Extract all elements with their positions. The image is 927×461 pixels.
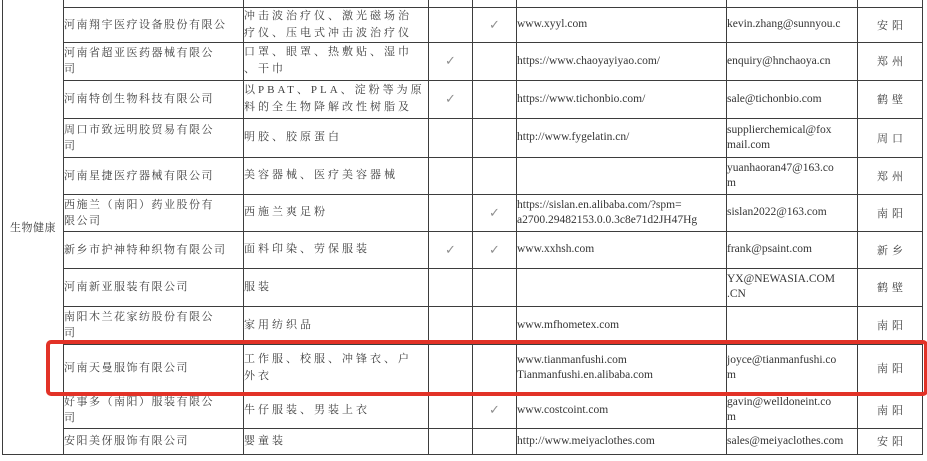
check-column-a-cell (429, 428, 473, 454)
partial-cell (429, 0, 473, 7)
table-row (3, 7, 923, 42)
check-column-b-cell (473, 157, 517, 194)
company-cell-text: 好事多（南阳）服装有限公 (64, 396, 214, 408)
products-cell (244, 392, 429, 428)
check-icon: ✓ (445, 53, 456, 68)
email-cell (727, 42, 858, 80)
company-cell (64, 80, 244, 118)
city-cell: 南阳 (858, 344, 923, 392)
check-column-b-cell (473, 42, 517, 80)
company-cell-text: 司 (64, 63, 77, 75)
email-cell-text: .CN (727, 288, 746, 300)
check-column-b-cell (473, 268, 517, 306)
company-cell (64, 7, 244, 42)
products-cell-text: 面料印染、劳保服装 (244, 243, 370, 255)
city-cell: 南阳 (858, 194, 923, 231)
products-cell (244, 306, 429, 344)
website-cell (517, 157, 727, 194)
check-column-b-cell (473, 194, 517, 231)
check-column-a-cell (429, 157, 473, 194)
email-cell-text: YX@NEWASIA.COM (727, 273, 836, 285)
website-cell (517, 194, 727, 231)
products-cell-text: 明胶、胶原蛋白 (244, 131, 342, 143)
products-cell (244, 7, 429, 42)
products-cell-text: 婴童装 (244, 434, 286, 447)
products-cell-text: 美容器械、医疗美容器械 (244, 169, 398, 181)
check-column-b-cell (473, 7, 517, 42)
products-cell (244, 268, 429, 306)
check-icon: ✓ (489, 402, 500, 417)
check-column-b-cell (473, 231, 517, 268)
email-cell (727, 7, 858, 42)
website-cell (517, 428, 727, 454)
email-cell-text: mail.com (727, 138, 771, 151)
products-cell (244, 42, 429, 80)
products-cell (244, 428, 429, 454)
company-cell-text: 河南天曼服饰有限公司 (64, 362, 189, 374)
table-row (3, 231, 923, 268)
check-column-b-cell (473, 392, 517, 428)
company-cell-text: 河南特创生物科技有限公司 (64, 93, 214, 105)
company-cell (64, 118, 244, 157)
website-cell (517, 306, 727, 344)
email-cell-text: supplierchemical@fox (727, 123, 832, 136)
email-cell (727, 231, 858, 268)
partial-cell (244, 0, 429, 7)
check-column-a-cell (429, 392, 473, 428)
partial-row (3, 0, 923, 7)
company-cell-text: 南阳木兰花家纺股份有限公 (64, 311, 214, 323)
website-cell-text: www.mfhometex.com (517, 318, 620, 331)
table-row-highlighted (3, 344, 923, 392)
products-cell-text: 外衣 (244, 370, 272, 382)
check-column-a-cell (429, 231, 473, 268)
email-cell (727, 118, 858, 157)
check-column-b-cell (473, 428, 517, 454)
website-cell-text: https://www.tichonbio.com/ (517, 92, 646, 105)
check-column-a-cell (429, 42, 473, 80)
table-row (3, 392, 923, 428)
company-cell-text: 河南星捷医疗器械有限公司 (64, 169, 214, 182)
table-row (3, 194, 923, 231)
website-cell (517, 268, 727, 306)
company-cell-text: 新乡市护神特种织物有限公司 (64, 243, 227, 256)
category-cell: 生物健康 (3, 0, 64, 454)
website-cell-text: www.xxhsh.com (517, 243, 595, 255)
email-cell-text: gavin@welldoneint.co (727, 396, 832, 408)
website-cell (517, 80, 727, 118)
table-row (3, 80, 923, 118)
company-cell-text: 周口市致远明胶贸易有限公 (64, 123, 214, 136)
email-cell (727, 306, 858, 344)
table-row (3, 268, 923, 306)
partial-cell (473, 0, 517, 7)
city-cell: 周口 (858, 118, 923, 157)
check-column-a-cell (429, 118, 473, 157)
products-cell-text: 口罩、眼罩、热敷贴、湿巾 (244, 46, 412, 58)
table-row (3, 428, 923, 454)
email-cell (727, 268, 858, 306)
website-cell-text: http://www.meiyaclothes.com (517, 434, 655, 447)
products-cell (244, 157, 429, 194)
website-cell (517, 7, 727, 42)
check-icon: ✓ (489, 204, 500, 220)
products-cell-text: 、干巾 (244, 63, 286, 75)
website-cell (517, 118, 727, 157)
check-column-a-cell (429, 306, 473, 344)
city-cell: 郑州 (858, 157, 923, 194)
email-cell-text: m (727, 176, 736, 189)
partial-cell (727, 0, 858, 7)
email-cell (727, 344, 858, 392)
check-icon: ✓ (489, 241, 500, 257)
city-cell: 安阳 (858, 7, 923, 42)
company-cell-text: 司 (64, 327, 77, 339)
check-column-a-cell (429, 80, 473, 118)
partial-cell (517, 0, 727, 7)
company-cell-text: 河南翔宇医疗设备股份有限公 (64, 18, 227, 31)
email-cell (727, 80, 858, 118)
website-cell (517, 392, 727, 428)
check-column-a-cell (429, 344, 473, 392)
check-column-b-cell (473, 306, 517, 344)
city-cell: 新乡 (858, 231, 923, 268)
email-cell-text: m (727, 411, 736, 423)
company-cell (64, 268, 244, 306)
website-cell (517, 231, 727, 268)
company-cell (64, 42, 244, 80)
company-cell-text: 河南新亚服装有限公司 (64, 281, 189, 293)
company-cell-text: 司 (64, 139, 77, 152)
city-cell: 安阳 (858, 428, 923, 454)
table-row (3, 306, 923, 344)
company-cell (64, 157, 244, 194)
email-cell-text: frank@psaint.com (727, 243, 812, 255)
website-cell-text: https://www.chaoyayiyao.com/ (517, 54, 660, 67)
check-column-b-cell (473, 80, 517, 118)
check-column-a-cell (429, 7, 473, 42)
email-cell-text: m (727, 369, 736, 381)
website-cell (517, 344, 727, 392)
check-icon: ✓ (489, 16, 500, 32)
email-cell-text: joyce@tianmanfushi.co (727, 354, 837, 366)
website-cell-text: https://sislan.en.alibaba.com/?spm= (517, 198, 682, 211)
partial-cell (858, 0, 923, 7)
products-cell (244, 344, 429, 392)
company-cell (64, 194, 244, 231)
website-cell-text: www.xyyl.com (517, 18, 588, 30)
check-column-b-cell (473, 344, 517, 392)
supplier-table (2, 0, 923, 455)
email-cell (727, 428, 858, 454)
email-cell-text: yuanhaoran47@163.co (727, 161, 834, 174)
products-cell-text: 牛仔服装、男装上衣 (244, 403, 370, 416)
city-cell: 郑州 (858, 42, 923, 80)
products-cell-text: 冲击波治疗仪、激光磁场治 (244, 9, 412, 22)
products-cell (244, 80, 429, 118)
website-cell-text: http://www.fygelatin.cn/ (517, 131, 630, 143)
check-column-a-cell (429, 268, 473, 306)
website-cell-text: www.costcoint.com (517, 403, 609, 416)
check-icon: ✓ (445, 241, 456, 257)
email-cell (727, 392, 858, 428)
check-column-a-cell (429, 194, 473, 231)
email-cell-text: kevin.zhang@sunnyou.c (727, 18, 841, 30)
website-cell-text: www.tianmanfushi.com (517, 354, 627, 366)
products-cell-text: 以PBAT、PLA、淀粉等为原 (244, 84, 425, 96)
email-cell (727, 194, 858, 231)
website-cell (517, 42, 727, 80)
company-cell-text: 限公司 (64, 214, 102, 227)
email-cell-text: sislan2022@163.com (727, 206, 827, 218)
check-icon: ✓ (445, 91, 456, 106)
products-cell-text: 工作服、校服、冲锋衣、户 (244, 353, 412, 365)
partial-cell (64, 0, 244, 7)
products-cell (244, 194, 429, 231)
email-cell-text: enquiry@hnchaoya.cn (727, 54, 831, 67)
table-row (3, 118, 923, 157)
products-cell-text: 家用纺织品 (244, 318, 314, 331)
company-cell-text: 河南省超亚医药器械有限公 (64, 47, 214, 59)
company-cell (64, 392, 244, 428)
company-cell (64, 306, 244, 344)
products-cell-text: 料的全生物降解改性树脂及 (244, 101, 412, 113)
table-row (3, 42, 923, 80)
check-column-b-cell (473, 118, 517, 157)
city-cell: 南阳 (858, 306, 923, 344)
city-cell: 鹤壁 (858, 80, 923, 118)
email-cell-text: sale@tichonbio.com (727, 92, 822, 105)
website-cell-text: a2700.29482153.0.0.3c8e71d2JH47Hg (517, 213, 698, 226)
company-cell (64, 344, 244, 392)
products-cell (244, 231, 429, 268)
products-cell-text: 西施兰爽足粉 (244, 206, 328, 218)
products-cell-text: 疗仪、压电式冲击波治疗仪 (244, 26, 412, 39)
products-cell-text: 服装 (244, 280, 272, 293)
website-cell-text: Tianmanfushi.en.alibaba.com (517, 369, 653, 381)
company-cell-text: 西施兰（南阳）药业股份有 (64, 198, 214, 211)
company-cell-text: 安阳美伢服饰有限公司 (64, 435, 189, 447)
company-cell-text: 司 (64, 412, 77, 424)
table-row (3, 157, 923, 194)
products-cell (244, 118, 429, 157)
company-cell (64, 428, 244, 454)
company-cell (64, 231, 244, 268)
email-cell (727, 157, 858, 194)
city-cell: 南阳 (858, 392, 923, 428)
city-cell: 鹤壁 (858, 268, 923, 306)
email-cell-text: sales@meiyaclothes.com (727, 434, 844, 447)
